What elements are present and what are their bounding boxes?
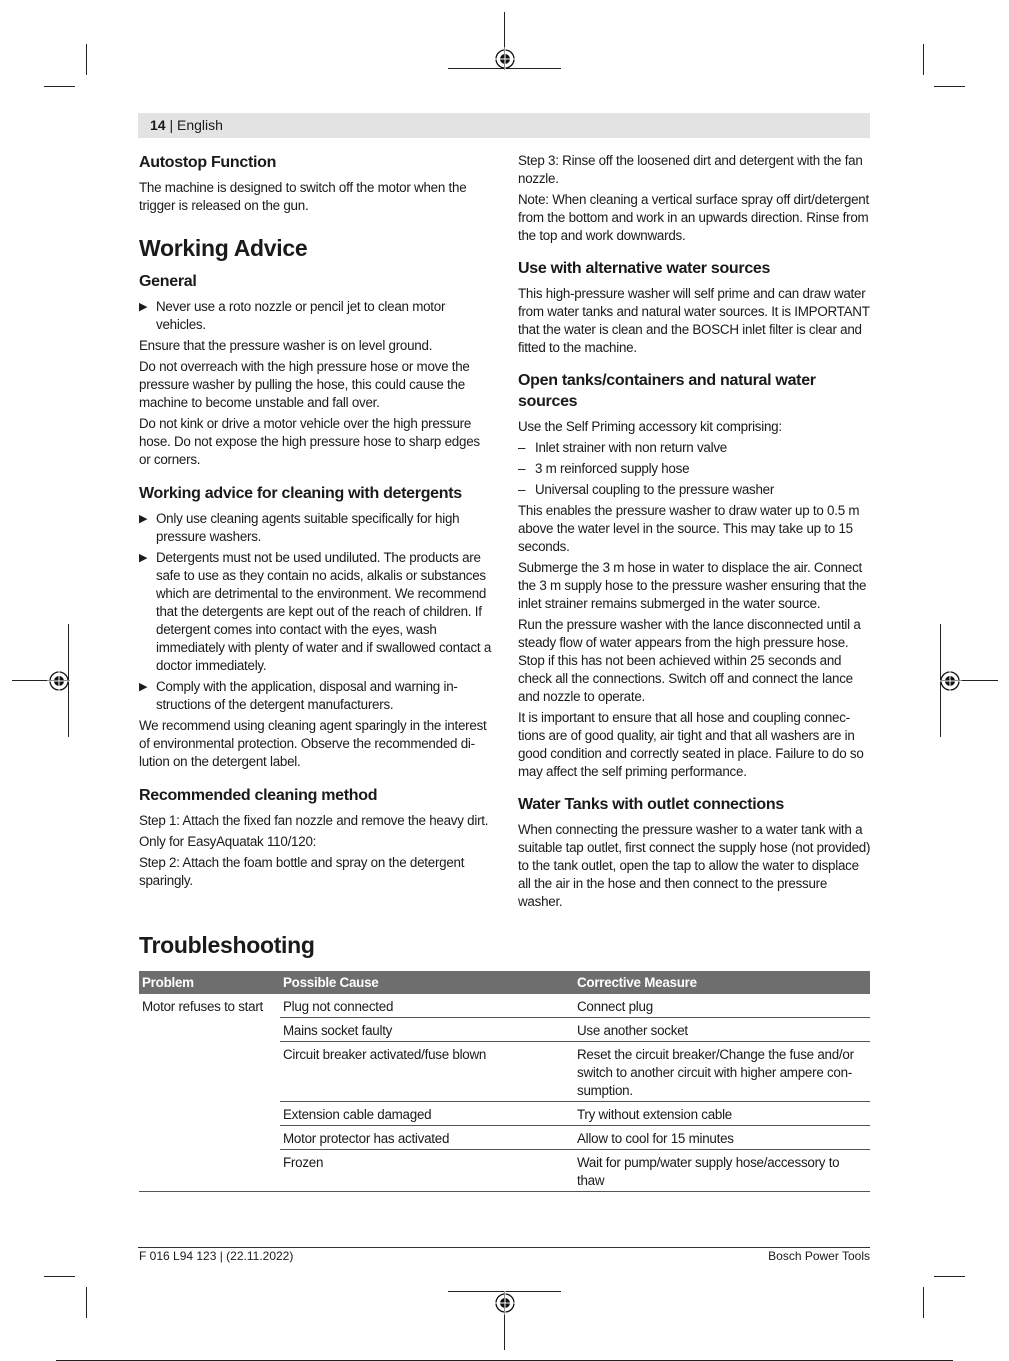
bullet-triangle-icon: ▶ [139,681,148,693]
right-column [518,152,872,914]
problem-cell: Motor refuses to start [139,994,280,1192]
column-header: Problem [139,971,280,994]
working-advice-heading: Working Advice [139,235,308,261]
bullet-triangle-icon: ▶ [139,513,148,525]
open-tanks-paragraph: Submerge the 3 m hose in water to displace the air. Connect the 3 m supply hose to the pressure washer ensuring that the inlet strainer remains submerged in the water source. [518,560,867,611]
cause-cell: Plug not connected [280,994,574,1018]
general-paragraph: Do not overreach with the high pressure hose or move the pressure washer by pulling the hose, this could cause the machine to become unstable and fall over. [139,359,470,410]
general-paragraph: Do not kink or drive a motor vehicle over the high pressure hose. Do not expose the high pressure hose to sharp edges or corners. [139,416,480,467]
step-paragraph: Note: When cleaning a vertical surface spray off dirt/detergent from the bottom and work in an upwards direction. Rinse from the top and work downwards. [518,192,869,243]
registration-target-icon [47,669,71,693]
footer-brand: Bosch Power Tools [768,1249,870,1263]
bullet-triangle-icon: ▶ [139,552,148,564]
table-row [139,994,870,1018]
list-item: ▶ Only use cleaning agents suitable specifically for high pressure washers. [139,511,460,544]
header-separator: | [169,117,174,133]
measure-cell: Connect plug [574,994,870,1018]
autostop-heading: Autostop Function [139,154,277,171]
step-paragraph: Step 3: Rinse off the loosened dirt and detergent with the fan nozzle. [518,153,863,186]
list-item: ▶ Comply with the application, disposal and warning instructions of the detergent manufacturers. [139,679,458,712]
measure-cell: Use another socket [574,1018,870,1042]
measure-cell: Wait for pump/water supply hose/accessory to thaw [574,1150,870,1192]
list-item: – Universal coupling to the pressure washer [518,482,775,497]
registration-target-icon [938,669,962,693]
cause-cell: Extension cable damaged [280,1102,574,1126]
detergents-heading: Working advice for cleaning with detergents [139,485,462,502]
measure-cell: Try without extension cable [574,1102,870,1126]
cause-cell: Mains socket faulty [280,1018,574,1042]
water-tanks-text: When connecting the pressure washer to a water tank with a suitable tap outlet, first connect the supply hose (not provided) to the tank outlet, open the tap to allow the water to displace all the air in the hose and then connect to the pressure washer. [518,822,871,909]
method-paragraph: Step 1: Attach the fixed fan nozzle and remove the heavy dirt. [139,813,489,828]
water-tanks-heading: Water Tanks with outlet connections [518,796,784,813]
alt-sources-text: This high-pressure washer will self prime and can draw water from water tanks and natural water sources. It is IMPORTANT that the water is clean and the BOSCH inlet filter is clear and fitted to the machine. [518,286,870,355]
list-item: – 3 m reinforced supply hose [518,461,690,476]
registration-target-icon [493,1291,517,1315]
open-tanks-paragraph: This enables the pressure washer to draw water up to 0.5 m above the water level in the source. This may take up to 15 seconds. [518,503,860,554]
column-header: Corrective Measure [574,971,870,994]
open-tanks-paragraph: It is important to ensure that all hose and coupling connections are of good quality, air tight and that all washers are in good condition and correctly seated in place. Failure to do so may affect the self priming performance. [518,710,864,779]
detergents-paragraph: We recommend using cleaning agent sparingly in the interest of environmental protection. Observe the recommended dilution on the detergent label. [139,718,487,769]
list-item: – Inlet strainer with non return valve [518,440,727,455]
autostop-text: The machine is designed to switch off the motor when the trigger is released on the gun. [139,180,467,213]
method-paragraph: Step 2: Attach the foam bottle and spray on the detergent sparingly. [139,855,465,888]
method-paragraph: Only for EasyAquatak 110/120: [139,834,317,849]
open-tanks-heading: Open tanks/containers and natural water sources [518,372,816,410]
alt-sources-heading: Use with alternative water sources [518,260,771,277]
method-heading: Recommended cleaning method [139,787,378,804]
footer-doc-id: F 016 L94 123 | (22.11.2022) [139,1249,294,1263]
page-number: 14 [150,117,166,133]
cause-cell: Frozen [280,1150,574,1192]
general-heading: General [139,273,197,290]
header-language: English [177,117,223,133]
cause-cell: Motor protector has activated [280,1126,574,1150]
measure-cell: Reset the circuit breaker/Change the fuse and/or switch to another circuit with higher ampere consumption. [574,1042,870,1102]
page-header [138,113,870,138]
left-column [139,152,493,893]
troubleshooting-table [139,971,870,1192]
list-item: ▶ Never use a roto nozzle or pencil jet to clean motor vehicles. [139,299,446,332]
cause-cell: Circuit breaker activated/fuse blown [280,1042,574,1102]
open-tanks-intro: Use the Self Priming accessory kit comprising: [518,419,782,434]
column-header: Possible Cause [280,971,574,994]
troubleshooting-title: Troubleshooting [139,932,315,958]
table-header-row [139,971,870,994]
list-item: ▶ Detergents must not be used undiluted. The products are safe to use as they contain no acids, alkalis or substances which are detrimental to the environment. We recommend that the detergents are kept out of the reach of children. If detergent comes into contact with the eyes, wash immediately with plenty of water and if swallowed contact a doctor immediately. [139,550,492,673]
open-tanks-paragraph: Run the pressure washer with the lance disconnected until a steady flow of water appears from the high pressure hose. Stop if this has not been achieved within 25 seconds and check all the connections. Switch off and connect the lance and nozzle to operate. [518,617,861,704]
measure-cell: Allow to cool for 15 minutes [574,1126,870,1150]
general-paragraph: Ensure that the pressure washer is on level ground. [139,338,433,353]
bullet-triangle-icon: ▶ [139,301,148,313]
footer-divider [138,1247,870,1248]
registration-target-icon [493,47,517,71]
